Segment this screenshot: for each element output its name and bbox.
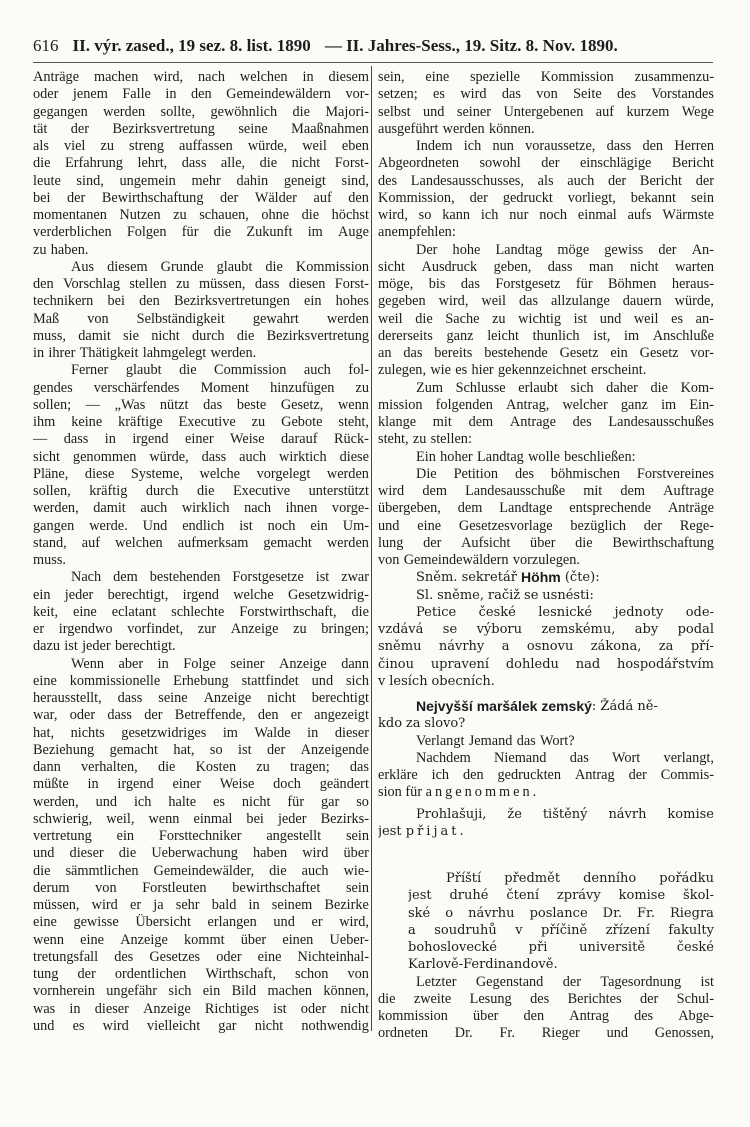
text-line: kommission über den Antrag des Abge- [378,1008,714,1024]
paragraph [378,806,714,841]
text-line: sollen; — „Was nützt das beste Gesetz, wenn [33,396,369,413]
text-line [378,823,714,840]
text-line: von Gemeindewäldern vorzulegen. [378,552,580,568]
text-line: Der hohe Landtag möge gewiss der An- [416,241,714,258]
paragraph [378,698,714,733]
text-line: dererseits ganz leicht thunlich ist, im Anschluße [378,327,714,344]
text-line: des Landesausschusses, als auch der Bericht der [378,172,714,189]
page-number: 616 [33,36,59,55]
text-line: ausgeführt werden können. [378,120,535,137]
text-line: zu haben. [33,241,89,258]
paragraph [378,750,714,802]
text-line: sicht Ausdruck geben, dass man nicht warten [378,258,714,275]
running-header [33,36,713,63]
paragraph [378,587,714,604]
text-line: eine gewisse Übersicht erlangen und er wird, [33,914,369,931]
text-line: möge, bis das Forstgesetz für Böhmen heraus- [378,276,714,292]
text-line: die sämmtlichen Gemeindewälder, die auch wie- [33,862,369,879]
text-line: verderblichen Folgen für die Zukunft im Auge [33,224,369,241]
text-line: bohoslovecké při universitě české [408,940,714,955]
text-line: mission folgenden Antrag, welcher ganz im Ein- [378,396,714,413]
text-line: Kommission, der gedruckt vorliegt, bekannt sein [378,189,714,206]
paragraph [33,69,369,259]
text-line: Abgeordneten sowohl der einschlägige Bericht [378,155,714,172]
text-line: Verlangt Jemand das Wort? [416,732,575,749]
text-line: keit, eine eclatant schlechte Forstwirthschaft, die [33,603,369,620]
line-segment: sion für [378,784,426,801]
text-line: sicht genommen würde, dass auch wirktich diese [33,448,369,465]
paragraph [378,569,714,586]
text-line: Pläne, diese Systeme, welche vorgelegt werden [33,465,369,482]
text-line: sollen, kräftig durch die Executive unterstützt [33,483,369,499]
text-line: Nach dem bestehenden Forstgesetze ist zwar [71,569,369,586]
text-line: činou upravení dohledu nad hospodářstvím [378,656,714,672]
text-line: gendes verschärfendes Moment hinzufügen zu [33,379,369,396]
text-line: stand, auf welchen aufmerksam gemacht werden [33,534,369,551]
text-line: ihm keine kräftige Executive zu Gebote steht, [33,414,369,430]
speaker-name: Nejvyšší maršálek zemský [416,698,592,714]
text-line: bei der Bewirthschaftung der Wälder auf den [33,189,369,206]
paragraph [378,380,714,449]
text-line: werden, und ich halte es nicht für gar so [33,793,369,810]
text-line: die Erfahrung lehrt, dass alle, die nicht Forst- [33,155,369,172]
text-line: in ihrer Thätigkeit lahmgelegt werden. [33,345,257,361]
text-line: Anträge machen wird, nach welchen in diesem [33,69,369,85]
text-line: Indem ich nun voraussetze, dass den Herren [416,138,714,154]
text-line: Wenn aber in Folge seiner Anzeige dann [71,655,369,672]
text-line: was in dieser Anzeige Richtiges ist oder nicht [33,1000,369,1017]
text-line: lung der Aufsicht über die Bewirthschaftung [378,534,714,551]
text-line: Maß von Selbständigkeit gewahrt werden [33,310,369,327]
line-segment: Sněm. sekretář [416,570,522,586]
text-line: sněmu návrhy a osnovu zákona, za pří- [378,639,714,655]
paragraph [378,604,714,690]
text-line: Die Petition des böhmischen Forstvereines [416,465,714,482]
text-line: Nachdem Niemand das Wort verlangt, [416,749,714,766]
text-line: vertretung ein Forsttechniker angestellt sein [33,828,369,844]
text-line: muss, damit sie nicht durch die Bezirksvertretung [33,327,369,344]
text-line: a soudruhů v příčině zřízení fakulty [408,922,714,938]
text-line [378,698,714,715]
text-line: derum von Forstleuten bewirthschaftet sein [33,879,369,896]
text-line: Ein hoher Landtag wolle beschließen: [416,448,636,465]
text-line: gangen werde. Und endlich ist noch ein Um- [33,517,369,534]
text-line: gegeben wird, weil das allzulange dauern würde, [378,293,714,310]
text-line: Ferner glaubt die Commission auch fol- [71,362,369,379]
paragraph [378,733,714,750]
text-line: Letzter Gegenstand der Tagesordnung ist [416,973,714,990]
text-line: technikern bei den Bezirksvertretungen ein hohes [33,293,369,310]
text-line: sein, eine spezielle Kommission zusammenzu- [378,69,714,85]
text-line: müßte in irgend einer Weise doch geändert [33,776,369,793]
right-column [378,69,714,1043]
text-line: tretungsfall des Gesetzes oder eine Nichteinhal- [33,948,369,965]
text-line: ein jeder berechtigt, irgend welche Gesetzwidrig- [33,586,369,603]
text-line: Petice české lesnické jednoty ode- [416,604,714,620]
text-line: vzdává se výboru zemskému, aby podal [378,622,714,637]
text-line: als viel zu streng auffassen würde, weil eben [33,138,369,154]
header-czech: II. výr. zased., 19 sez. 8. list. 1890 [72,36,311,55]
text-line: Prohlašuji, že tištěný návrh komise [416,806,714,822]
text-line: ordneten Dr. Fr. Rieger und Genossen, [378,1025,714,1042]
text-line: momentanen Nutzen zu schauen, ohne die höchst [33,207,369,223]
text-line: steht, zu stellen: [378,431,472,448]
text-line [378,569,714,586]
text-line: eine kommissionelle Erhebung stattfindet und sich [33,672,369,689]
text-line: setzen; es wird das von Seite des Vorstandes [378,86,714,103]
text-line: vornherein ungefähr sich ein Bild machen können, [33,983,369,1000]
header-german: — II. Jahres-Sess., 19. Sitz. 8. Nov. 1890. [324,36,618,55]
line-segment: jest [378,823,406,839]
text-line: weil die Sache zu wichtig ist und weil es an- [378,310,714,327]
text-line: und es wird vielleicht gar nicht nothwendig [33,1017,369,1034]
text-line: übergeben, dem Landtage entsprechende Anträge [378,500,714,517]
paragraph [378,870,714,974]
text-line: anempfehlen: [378,224,456,241]
paragraph [33,656,369,1036]
text-line: — dass in irgend einer Weise darauf Rück- [33,431,369,448]
left-column [33,69,369,1035]
text-line: schwierig, weil, wenn einmal bei jeder Bezirks- [33,810,369,827]
text-line: er irgendwo vorfindet, zur Anzeige zu bringen; [33,621,369,637]
text-line: und eine Gesetzesvorlage bezüglich der Rege- [378,517,714,534]
paragraph [33,259,369,363]
text-line: gegangen werden sollte, gewöhnlich die Majori- [33,103,369,120]
text-line: Karlově-Ferdinandově. [408,957,558,973]
paragraph [378,138,714,242]
text-line: werden, damit auch wirklich nach ihnen vorge- [33,500,369,517]
text-line: Zum Schlusse erlaubt sich daher die Kom- [416,379,714,396]
paragraph [378,69,714,138]
text-line: Příští předmět denního pořádku [446,871,714,886]
text-line: muss. [33,552,66,568]
text-line [378,784,714,801]
paragraph [378,466,714,570]
text-line: ské o návrhu poslance Dr. Fr. Riegra [408,905,714,921]
text-line: den Vorschlag stellen zu müssen, dass diesen Forst- [33,276,369,292]
paragraph [33,569,369,655]
text-line: Beziehung gemacht hat, so ist der Anzeigende [33,741,369,758]
line-segment: přijat. [405,823,467,839]
text-line: war, oder dass der Betreffende, den er angezeigt [33,707,369,724]
column-divider [371,66,372,1031]
text-line: selbst und seiner Untergebenen auf kurzem Wege [378,103,714,120]
line-segment: (čte): [560,570,600,586]
paragraph [33,362,369,569]
text-line: kdo za slovo? [378,716,466,732]
text-line: an das bereits bestehende Gesetz ein Gesetz vor- [378,345,714,361]
paragraph [378,974,714,1043]
text-line: die zweite Lesung des Berichtes der Schul- [378,990,714,1007]
text-line: zulegen, wie es hier gekennzeichnet erscheint. [378,362,647,379]
paragraph [378,242,714,380]
text-line: dann verhalten, die Kosten zu tragen; das [33,759,369,775]
paragraph [378,449,714,466]
text-line: wird dem Landesausschuße mit dem Auftrage [378,483,714,499]
text-line: jest druhé čtení zprávy komise škol- [408,888,714,904]
text-line: wenn eine Anzeige kommt über einen Ueber- [33,931,369,948]
text-line: wird, so kann ich nur noch einmal aufs Wärmste [378,207,714,223]
text-line: klange mit dem Antrage des Landesausschußes [378,414,714,430]
text-line: Sl. sněme, račiž se usnésti: [416,587,594,603]
text-line: tät der Bezirksvertretung seine Maaßnahmen [33,120,369,137]
text-line: v lesích obecních. [378,673,495,689]
speaker-name: Höhm [521,569,561,586]
text-line: und dieser die Ueberwachung haben wird über [33,845,369,862]
text-line: müssen, wird er ja sehr bald in seinem Bezirke [33,897,369,913]
text-line: leute sind, ungemein mehr dahin geneigt sind, [33,172,369,189]
text-line: herausstellt, dass seine Anzeige nicht berechtigt [33,690,369,706]
line-segment: : Žádá ně- [591,699,658,714]
text-line: Aus diesem Grunde glaubt die Kommission [71,258,369,275]
text-line: dazu ist jeder berechtigt. [33,638,176,655]
text-line: oder jenem Falle in den Gemeindewäldern vor- [33,86,369,103]
text-line: tung der ordentlichen Wirthschaft, schon von [33,966,369,982]
line-segment: angenommen. [425,784,540,801]
text-line: erkläre ich den gedruckten Antrag der Commis- [378,767,714,783]
text-line: hat, nichts gesetzwidriges im Walde in dieser [33,724,369,741]
